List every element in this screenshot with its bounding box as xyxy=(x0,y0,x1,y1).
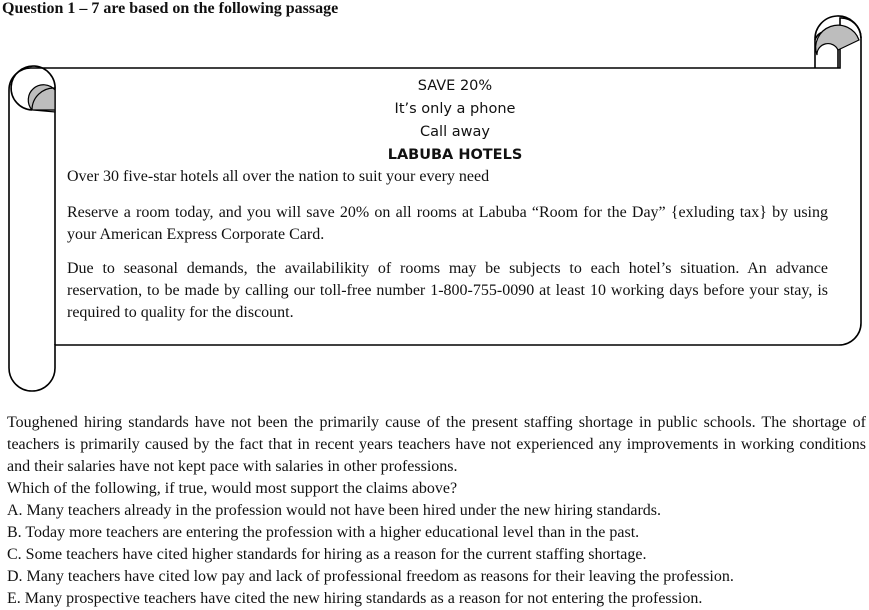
scroll-curl-left xyxy=(28,85,55,112)
question-passage: Toughened hiring standards have not been the primarily cause of the present staffing shortage in public schools. The shortage of teachers is primarily caused by the fact that in recent years teachers have not experienced any improvements in working conditions and their salaries have not kept pace with salaries in other professions. xyxy=(7,414,866,475)
answer-option-e[interactable]: E. Many prospective teachers have cited the new hiring standards as a reason for not entering the profession. xyxy=(7,590,703,607)
answer-option-c[interactable]: C. Some teachers have cited higher standards for hiring as a reason for the current staffing shortage. xyxy=(7,546,647,563)
ad-brand: LABUBA HOTELS xyxy=(387,147,523,163)
passage-heading: Question 1 – 7 are based on the following passage xyxy=(2,0,339,17)
ad-call-line: Call away xyxy=(420,124,490,140)
question-prompt: Which of the following, if true, would most support the claims above? xyxy=(7,480,458,497)
ad-save-line: SAVE 20% xyxy=(417,78,493,94)
ad-phone-line: It’s only a phone xyxy=(394,101,516,117)
ad-paragraph-1: Reserve a room today, and you will save 20% on all rooms at Labuba “Room for the Day” {exluding tax} by using your American Express Corporate Card. xyxy=(67,204,828,243)
answer-option-d[interactable]: D. Many teachers have cited low pay and lack of professional freedom as reasons for their leaving the profession. xyxy=(7,568,734,585)
answer-option-a[interactable]: A. Many teachers already in the profession would not have been hired under the new hiring standards. xyxy=(7,502,662,519)
ad-paragraph-2: Due to seasonal demands, the availabilikity of rooms may be subjects to each hotel’s situation. An advance reservation, to be made by calling our toll-free number 1-800-755-0090 at least 10 working days before your stay, is required to quality for the discount. xyxy=(67,260,828,321)
ad-tagline: Over 30 five-star hotels all over the nation to suit your every need xyxy=(67,168,490,185)
answer-option-b[interactable]: B. Today more teachers are entering the profession with a higher educational level than in the past. xyxy=(7,524,640,541)
